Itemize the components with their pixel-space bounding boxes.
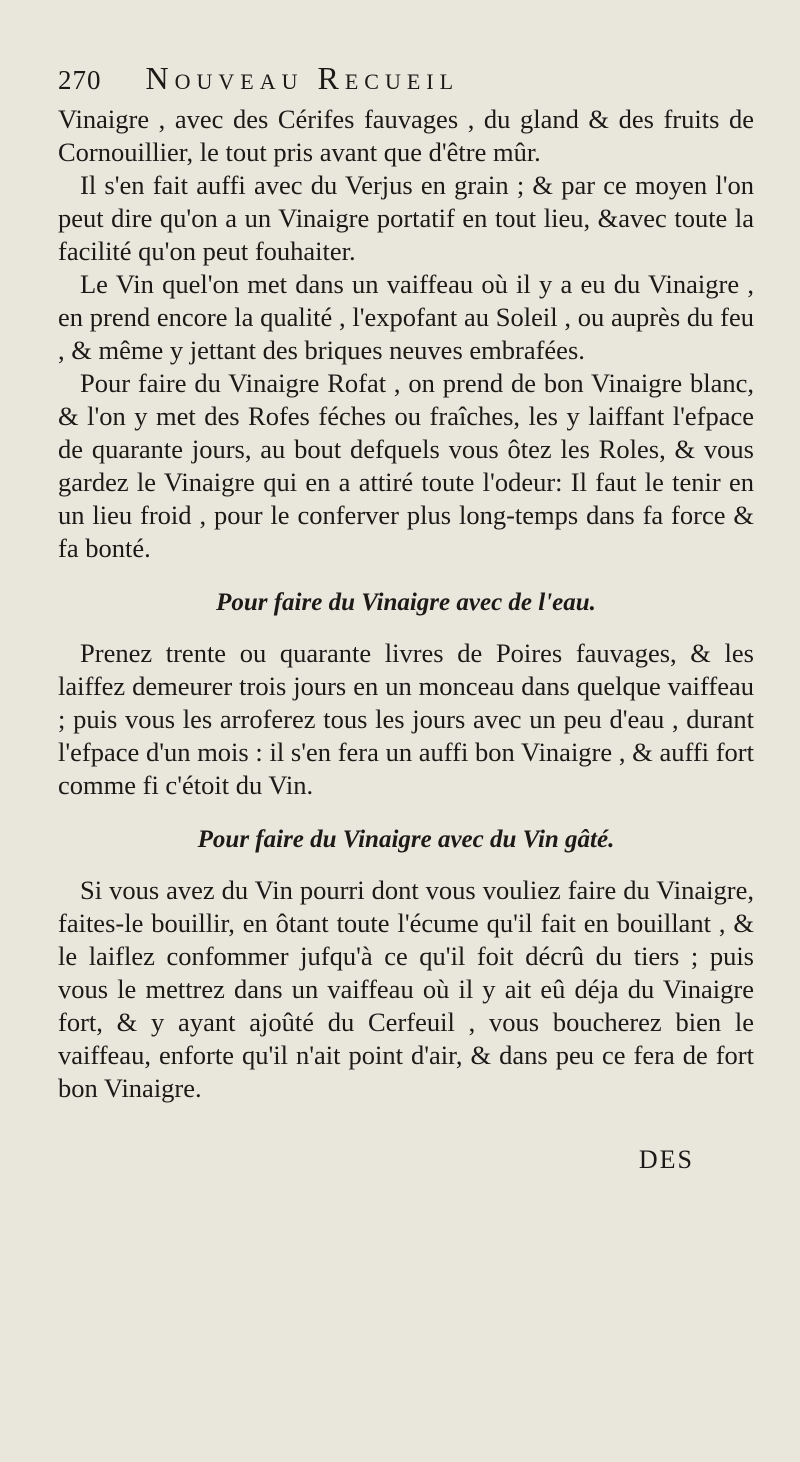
running-head [58, 60, 754, 97]
paragraph-3: Le Vin quel'on met dans un vaiffeau où il y a eu du Vinaigre , en prend encore la qualité , l'expofant au Soleil , ou auprès du feu , & même y jettant des briques neuves embrafées. [58, 269, 754, 365]
paragraph-2: Il s'en fait auffi avec du Verjus en grain ; & par ce moyen l'on peut dire qu'on a un Vinaigre portatif en tout lieu, &avec toute la facilité qu'on peut fouhaiter. [58, 170, 754, 266]
page-number: 270 [58, 65, 102, 95]
paragraph-4: Pour faire du Vinaigre Rofat , on prend de bon Vinaigre blanc, & l'on y met des Rofes féches ou fraîches, les y laiffant l'efpace de quarante jours, au bout defquels vous ôtez les Roles, & vous gardez le Vinaigre qui en a attiré toute l'odeur: Il faut le tenir en un lieu froid , pour le conferver plus long-temps dans fa force & fa bonté. [58, 368, 754, 563]
paragraph-1: Vinaigre , avec des Cérifes fauvages , du gland & des fruits de Cornouillier, le tout pris avant que d'être mûr. [58, 104, 754, 167]
section-heading-vinegar-with-water: Pour faire du Vinaigre avec de l'eau. [216, 589, 596, 616]
paragraph-5: Prenez trente ou quarante livres de Poires fauvages, & les laiffez demeurer trois jours en un monceau dans quelque vaiffeau ; puis vous les arroferez tous les jours avec un peu d'eau , durant l'efpace d'un mois : il s'en fera un auffi bon Vinaigre , & auffi fort comme fi c'étoit du Vin. [58, 638, 754, 800]
section-heading-vinegar-with-spoiled-wine: Pour faire du Vinaigre avec du Vin gâté. [197, 826, 615, 853]
running-title: Nouveau Recueil [145, 60, 460, 96]
paragraph-6: Si vous avez du Vin pourri dont vous vouliez faire du Vinaigre, faites-le bouillir, en ôtant toute l'écume qu'il fait en bouillant , & le laiflez confommer jufqu'à ce qu'il foit décrû du tiers ; puis vous le mettrez dans un vaiffeau où il y ait eû déja du Vinaigre fort, & y ayant ajoûté du Cerfeuil , vous boucherez bien le vaiffeau, enforte qu'il n'ait point d'air, & dans peu ce fera de fort bon Vinaigre. [58, 875, 754, 1103]
catchword: DES [638, 1145, 694, 1174]
